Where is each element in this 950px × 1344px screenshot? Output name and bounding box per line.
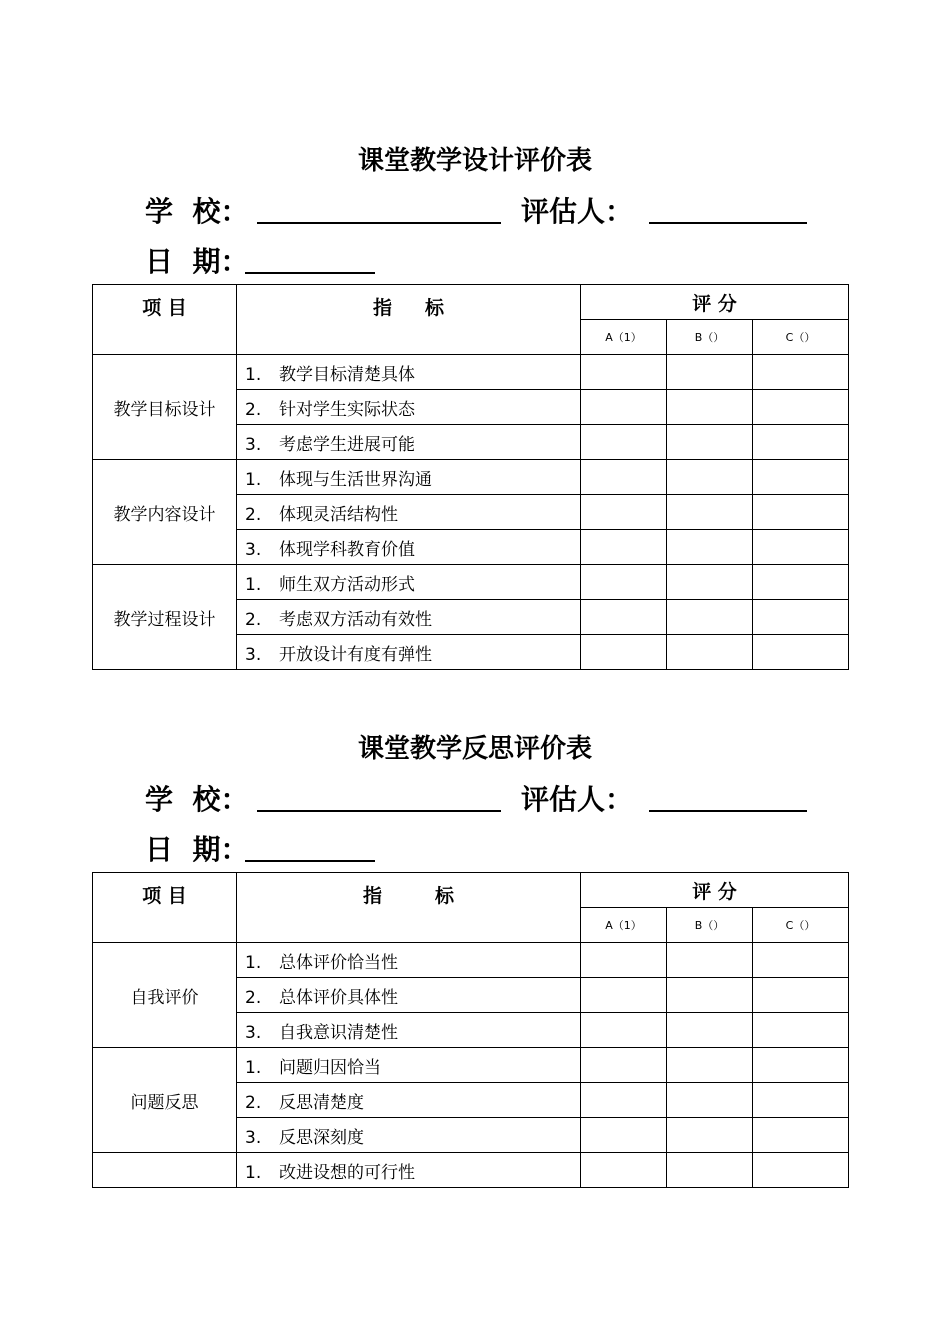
score-cell-a[interactable] (581, 1013, 667, 1048)
score-cell-c[interactable] (753, 1083, 849, 1118)
indicator-text: 总体评价恰当性 (279, 952, 398, 973)
score-cell-a[interactable] (581, 355, 667, 390)
category-cell: 问题反思 (93, 1048, 237, 1153)
indicator-number: 3. (245, 539, 262, 560)
indicator-cell (237, 355, 581, 390)
score-cell-c[interactable] (753, 1048, 849, 1083)
grade-a-header: A（1） (581, 908, 667, 943)
score-cell-a[interactable] (581, 565, 667, 600)
table-row (93, 943, 849, 978)
score-cell-a[interactable] (581, 530, 667, 565)
indicator-text: 师生双方活动形式 (279, 574, 415, 595)
indicator-cell (237, 943, 581, 978)
score-cell-b[interactable] (667, 355, 753, 390)
date-label: 日 期： (145, 245, 249, 278)
indicator-cell (237, 565, 581, 600)
score-cell-c[interactable] (753, 390, 849, 425)
form1-table (92, 284, 849, 670)
score-cell-c[interactable] (753, 978, 849, 1013)
score-cell-c[interactable] (753, 495, 849, 530)
score-cell-b[interactable] (667, 635, 753, 670)
indicator-text: 考虑学生进展可能 (279, 434, 415, 455)
indicator-text: 总体评价具体性 (279, 987, 398, 1008)
score-cell-b[interactable] (667, 978, 753, 1013)
indicator-number: 1. (245, 574, 262, 595)
indicator-header: 指 标 (237, 873, 581, 943)
date-field[interactable] (245, 272, 375, 274)
score-cell-c[interactable] (753, 565, 849, 600)
category-cell: 教学目标设计 (93, 355, 237, 460)
category-cell (93, 1153, 237, 1188)
indicator-text: 考虑双方活动有效性 (279, 609, 432, 630)
score-cell-b[interactable] (667, 1153, 753, 1188)
score-cell-c[interactable] (753, 635, 849, 670)
score-cell-b[interactable] (667, 460, 753, 495)
table-row (93, 1048, 849, 1083)
grade-c-header: C（） (753, 908, 849, 943)
indicator-text: 开放设计有度有弹性 (279, 644, 432, 665)
score-cell-a[interactable] (581, 1083, 667, 1118)
school-label: 学 校： (145, 195, 249, 228)
indicator-number: 1. (245, 952, 262, 973)
indicator-cell (237, 600, 581, 635)
indicator-text: 针对学生实际状态 (279, 399, 415, 420)
form1-title: 课堂教学设计评价表 (357, 146, 592, 176)
score-cell-c[interactable] (753, 1013, 849, 1048)
indicator-number: 2. (245, 1092, 262, 1113)
indicator-text: 反思深刻度 (279, 1127, 364, 1148)
indicator-number: 1. (245, 1162, 262, 1183)
indicator-number: 1. (245, 364, 262, 385)
form2-school-assessor-row (145, 778, 825, 818)
indicator-number: 3. (245, 1127, 262, 1148)
school-label: 学 校： (145, 783, 249, 816)
score-cell-a[interactable] (581, 1153, 667, 1188)
form2-date-row (145, 828, 445, 868)
category-cell: 教学过程设计 (93, 565, 237, 670)
assessor-label: 评估人： (521, 195, 634, 228)
indicator-text: 体现学科教育价值 (279, 539, 415, 560)
score-cell-a[interactable] (581, 425, 667, 460)
score-cell-a[interactable] (581, 460, 667, 495)
score-cell-b[interactable] (667, 1013, 753, 1048)
score-cell-c[interactable] (753, 1153, 849, 1188)
indicator-cell (237, 1118, 581, 1153)
indicator-cell (237, 460, 581, 495)
indicator-number: 3. (245, 1022, 262, 1043)
score-cell-b[interactable] (667, 530, 753, 565)
indicator-number: 1. (245, 469, 262, 490)
indicator-text: 教学目标清楚具体 (279, 364, 415, 385)
category-cell: 自我评价 (93, 943, 237, 1048)
indicator-text: 反思清楚度 (279, 1092, 364, 1113)
indicator-text: 体现灵活结构性 (279, 504, 398, 525)
indicator-text: 自我意识清楚性 (279, 1022, 398, 1043)
score-cell-b[interactable] (667, 425, 753, 460)
score-cell-a[interactable] (581, 390, 667, 425)
grade-b-header: B（） (667, 320, 753, 355)
indicator-number: 3. (245, 644, 262, 665)
score-cell-b[interactable] (667, 390, 753, 425)
assessor-field[interactable] (649, 222, 807, 224)
indicator-cell (237, 390, 581, 425)
table-row (93, 460, 849, 495)
indicator-number: 2. (245, 609, 262, 630)
form1-date-row (145, 240, 445, 280)
score-cell-c[interactable] (753, 460, 849, 495)
indicator-number: 2. (245, 504, 262, 525)
score-header: 评 分 (581, 285, 849, 320)
indicator-header: 指 标 (237, 285, 581, 355)
indicator-number: 1. (245, 1057, 262, 1078)
score-cell-c[interactable] (753, 600, 849, 635)
indicator-cell (237, 1083, 581, 1118)
item-header: 项 目 (93, 285, 237, 355)
table-row (93, 565, 849, 600)
school-field[interactable] (257, 810, 501, 812)
score-cell-c[interactable] (753, 1118, 849, 1153)
indicator-cell (237, 1048, 581, 1083)
indicator-text: 改进设想的可行性 (279, 1162, 415, 1183)
indicator-cell (237, 978, 581, 1013)
score-cell-b[interactable] (667, 943, 753, 978)
indicator-cell (237, 1013, 581, 1048)
score-cell-c[interactable] (753, 530, 849, 565)
score-cell-c[interactable] (753, 425, 849, 460)
indicator-cell (237, 425, 581, 460)
score-cell-a[interactable] (581, 1048, 667, 1083)
form1-school-assessor-row (145, 190, 825, 230)
score-cell-c[interactable] (753, 943, 849, 978)
indicator-text: 体现与生活世界沟通 (279, 469, 432, 490)
indicator-cell (237, 530, 581, 565)
category-cell: 教学内容设计 (93, 460, 237, 565)
table-row (93, 1153, 849, 1188)
grade-c-header: C（） (753, 320, 849, 355)
indicator-number: 2. (245, 399, 262, 420)
date-field[interactable] (245, 860, 375, 862)
score-cell-a[interactable] (581, 943, 667, 978)
indicator-cell (237, 495, 581, 530)
score-cell-a[interactable] (581, 600, 667, 635)
indicator-cell (237, 1153, 581, 1188)
form2-table (92, 872, 849, 1188)
indicator-number: 2. (245, 987, 262, 1008)
score-cell-b[interactable] (667, 1048, 753, 1083)
score-header: 评 分 (581, 873, 849, 908)
score-cell-a[interactable] (581, 978, 667, 1013)
score-cell-b[interactable] (667, 600, 753, 635)
indicator-text: 问题归因恰当 (279, 1057, 381, 1078)
score-cell-b[interactable] (667, 565, 753, 600)
assessor-label: 评估人： (521, 783, 634, 816)
score-cell-a[interactable] (581, 635, 667, 670)
score-cell-b[interactable] (667, 495, 753, 530)
score-cell-b[interactable] (667, 1083, 753, 1118)
score-cell-c[interactable] (753, 355, 849, 390)
item-header: 项 目 (93, 873, 237, 943)
indicator-cell (237, 635, 581, 670)
score-cell-a[interactable] (581, 1118, 667, 1153)
score-cell-a[interactable] (581, 495, 667, 530)
indicator-number: 3. (245, 434, 262, 455)
assessor-field[interactable] (649, 810, 807, 812)
grade-b-header: B（） (667, 908, 753, 943)
grade-a-header: A（1） (581, 320, 667, 355)
date-label: 日 期： (145, 833, 249, 866)
table-row (93, 355, 849, 390)
school-field[interactable] (257, 222, 501, 224)
form2-title: 课堂教学反思评价表 (357, 734, 592, 764)
score-cell-b[interactable] (667, 1118, 753, 1153)
